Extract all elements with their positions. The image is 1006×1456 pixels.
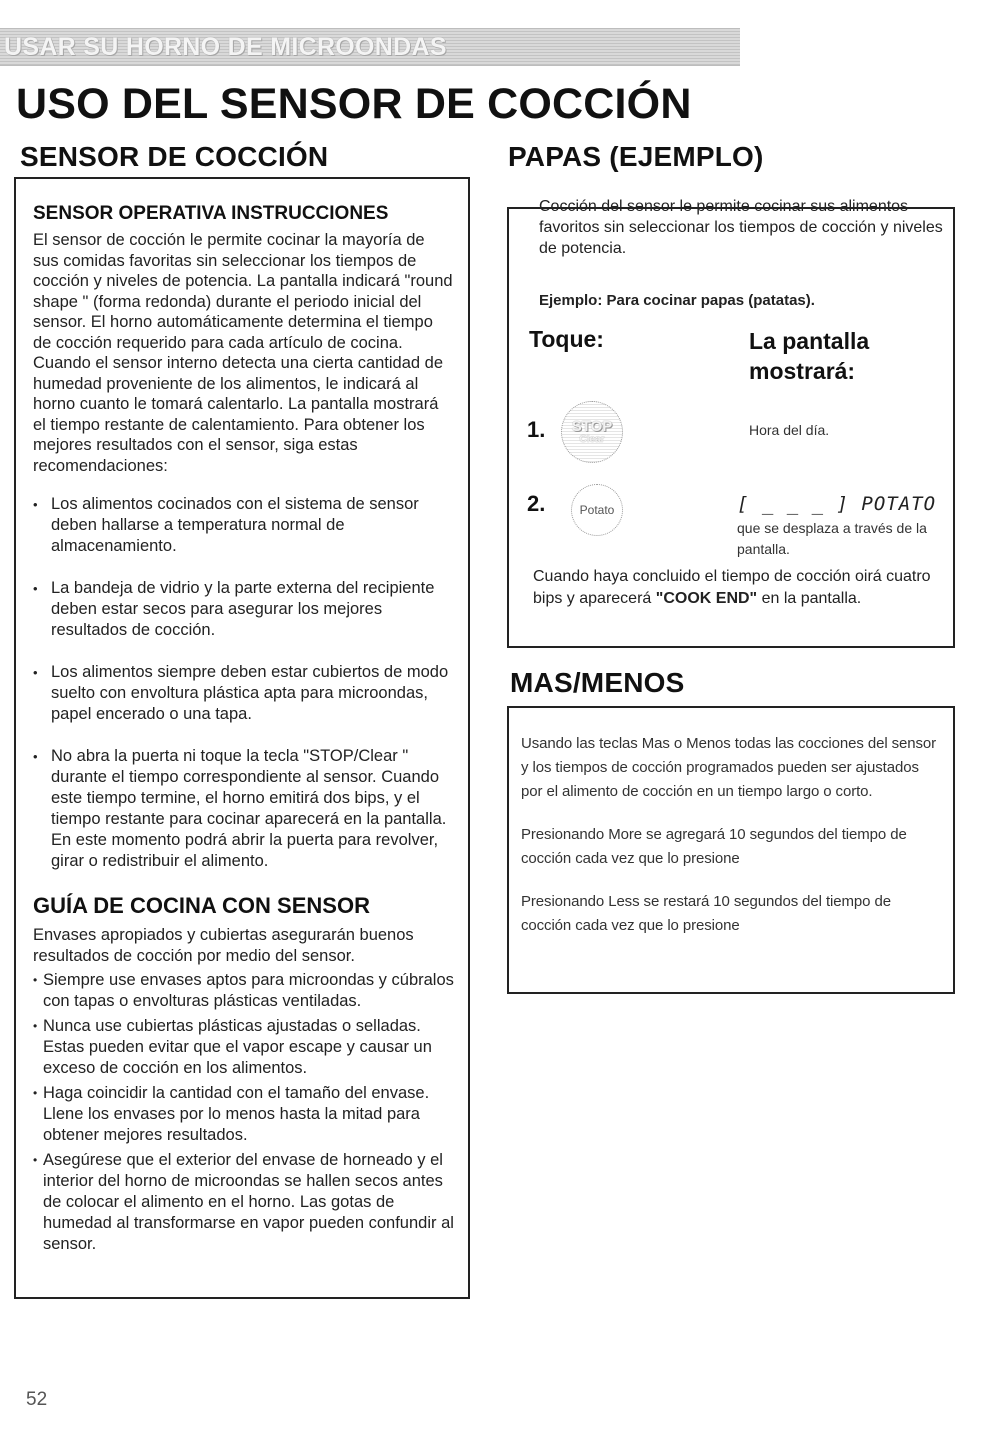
stop-clear-button[interactable] <box>561 401 623 463</box>
potato-button-label: Potato <box>579 503 615 517</box>
guide-intro: Envases apropiados y cubiertas asegurarán buenos resultados de cocción por medio del sensor. <box>33 926 414 965</box>
header-banner-text: USAR SU HORNO DE MICROONDAS <box>4 33 447 61</box>
masmenos-paragraph: Presionando Less se restará 10 segundos del tiempo de cocción cada vez que lo presione <box>521 893 891 934</box>
instructions-heading: SENSOR OPERATIVA INSTRUCCIONES <box>33 203 389 224</box>
clear-button-label: Clear <box>579 433 605 445</box>
masmenos-box <box>507 706 955 994</box>
list-item: • Los alimentos cocinados con el sistema de sensor deben hallarse a temperatura normal de almacenamiento. <box>33 494 454 557</box>
stop-button-label: STOP <box>571 417 613 435</box>
cook-end-bold: "COOK END" <box>655 590 758 607</box>
cook-end-note <box>533 566 948 610</box>
page-title: USO DEL SENSOR DE COCCIÓN <box>16 80 692 128</box>
masmenos-section-heading: MAS/MENOS <box>510 667 685 698</box>
step-display-text: Hora del día. <box>749 422 830 438</box>
guide-list <box>33 970 454 1255</box>
potato-example-label: Ejemplo: Para cocinar papas (patatas). <box>539 292 815 309</box>
list-item: • Nunca use cubiertas plásticas ajustadas o selladas. Estas pueden evitar que el vapor escape y causar un exceso de cocción en los alimentos. <box>33 1016 454 1079</box>
list-item: • No abra la puerta ni toque la tecla "STOP/Clear " durante el tiempo correspondiente al sensor. Cuando este tiempo termine, el horno emitirá dos bips, y el tiempo restante para cocinar aparecerá en la pantalla. En este momento podrá abrir la puerta para revolver, girar o redistribuir el alimento. <box>33 746 454 872</box>
masmenos-paragraph: Presionando More se agregará 10 segundos del tiempo de cocción cada vez que lo presione <box>521 826 907 867</box>
display-column-heading: La pantalla mostrará: <box>749 328 870 384</box>
list-item: • Siempre use envases aptos para microondas y cúbralos con tapas o envolturas plásticas ventiladas. <box>33 970 454 1012</box>
masmenos-paragraph: Usando las teclas Mas o Menos todas las cocciones del sensor y los tiempos de cocción programados pueden ser ajustados por el alimento de cocción en un tiempo largo o corto. <box>521 735 937 800</box>
potato-intro: Cocción del sensor le permite cocinar sus alimentos favoritos sin seleccionar los tiempos de cocción y niveles de potencia. <box>539 198 943 257</box>
cook-end-text: Cuando haya concluido el tiempo de cocción oirá cuatro bips y aparecerá <box>533 568 931 607</box>
guide-heading: GUÍA DE COCINA CON SENSOR <box>33 893 370 918</box>
display-scroll-note: que se desplaza a través de la pantalla. <box>737 520 927 557</box>
sensor-section-heading: SENSOR DE COCCIÓN <box>20 141 329 172</box>
touch-column-heading: Toque: <box>529 326 604 352</box>
sensor-instructions-box <box>14 177 470 1299</box>
list-item: • La bandeja de vidrio y la parte externa del recipiente deben estar secos para asegurar los mejores resultados de cocción. <box>33 578 454 641</box>
potato-section-heading: PAPAS (EJEMPLO) <box>508 141 764 172</box>
page-number: 52 <box>26 1389 48 1410</box>
potato-button[interactable] <box>571 484 623 536</box>
recommendations-list <box>33 494 454 872</box>
step-number: 2. <box>527 491 546 516</box>
list-item: • Haga coincidir la cantidad con el tamaño del envase. Llene los envases por lo menos hasta la mitad para obtener mejores resultados. <box>33 1083 454 1146</box>
lcd-display-readout: [ _ _ _ ] POTATO <box>737 493 937 515</box>
header-banner <box>0 28 740 66</box>
list-item: • Los alimentos siempre deben estar cubiertos de modo suelto con envoltura plástica apta para microondas, papel encerado o una tapa. <box>33 662 454 725</box>
instructions-intro: El sensor de cocción le permite cocinar la mayoría de sus comidas favoritas sin seleccionar los tiempos de cocción y niveles de potencia. La pantalla indicará "round shape " (forma redonda) durante el periodo inicial del sensor. El horno automáticamente determina el tiempo de cocción requerido para cada artículo de cocina. Cuando el sensor interno detecta una cierta cantidad de humedad proveniente de los alimentos, le indicará al horno cuanto le tomará calentarlo. La pantalla mostrará el tiempo restante de calentamiento. Para obtener los mejores resultados con el sensor, siga estas recomendaciones: <box>33 231 453 475</box>
cook-end-text-tail: en la pantalla. <box>757 590 862 607</box>
potato-example-box <box>507 198 955 648</box>
list-item: • Asegúrese que el exterior del envase de horneado y el interior del horno de microondas se hallen secos antes de colocar el alimento en el horno. Las gotas de humedad al transformarse en vapor pueden confundir al sensor. <box>33 1150 454 1255</box>
step-number: 1. <box>527 417 546 442</box>
